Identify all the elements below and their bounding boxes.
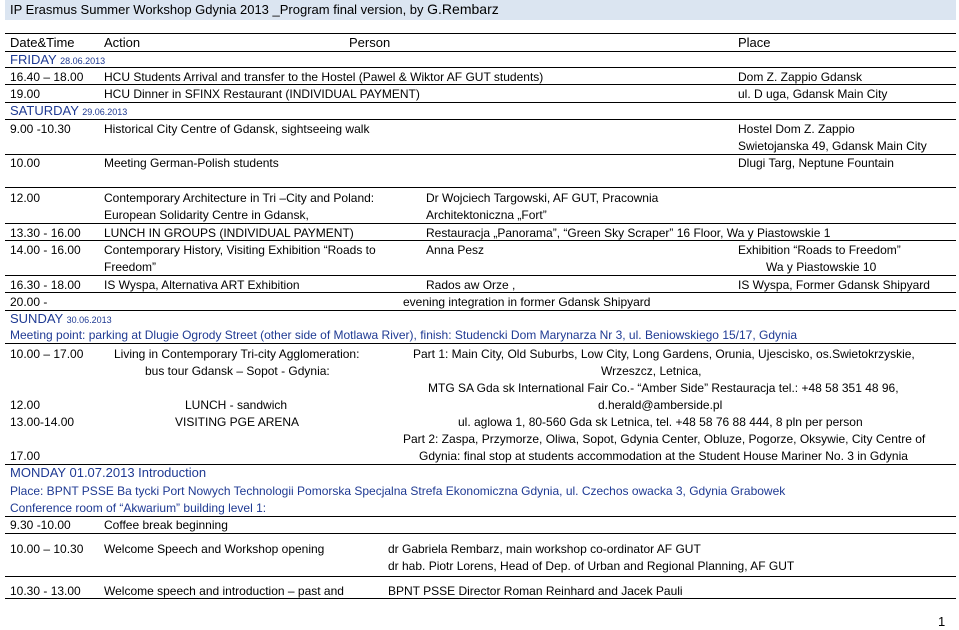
document-title-text: IP Erasmus Summer Workshop Gdynia 2013 _Program final version, by	[10, 2, 428, 17]
monday-room: Conference room of “Akwarium” building level 1:	[10, 501, 267, 515]
sat-row-5-action-line-2: Freedom”	[104, 260, 157, 274]
row-border	[5, 223, 956, 224]
fri-row-2-time: 19.00	[10, 87, 41, 101]
sun-part-1-line-1: Part 1: Main City, Old Suburbs, Low City, Long Gardens, Orunia, Ujescisko, os.Swietokrzyskie,	[413, 347, 915, 361]
row-border	[5, 516, 956, 517]
sat-row-3-time: 12.00	[10, 191, 41, 205]
sun-action-line-2: bus tour Gdansk – Sopot - Gdynia:	[145, 364, 330, 378]
sun-part-1-line-4: d.herald@amberside.pl	[598, 398, 723, 412]
sun-action-line-1: Living in Contemporary Tri-city Agglomeration:	[114, 347, 360, 361]
friday-date: 28.06.2013	[60, 56, 106, 66]
row-border	[5, 598, 956, 599]
header-person: Person	[349, 35, 391, 50]
sat-row-2-time: 10.00	[10, 156, 41, 170]
table-top-border	[5, 33, 956, 34]
fri-row-2-action: HCU Dinner in SFINX Restaurant (INDIVIDUAL PAYMENT)	[104, 87, 420, 101]
sun-time-1: 10.00 – 17.00	[10, 347, 84, 361]
saturday-date: 29.06.2013	[82, 107, 128, 117]
fri-row-2-place: ul. D uga, Gdansk Main City	[738, 87, 888, 101]
sat-row-5-time: 14.00 - 16.00	[10, 243, 81, 257]
sat-row-1-place-line-1: Hostel Dom Z. Zappio	[738, 122, 855, 136]
sun-part-1-line-2: Wrzeszcz, Letnica,	[601, 364, 702, 378]
row-border	[5, 102, 956, 103]
saturday-day: SATURDAY	[10, 103, 79, 118]
sun-part-1-line-3: MTG SA Gda sk International Fair Co.- “Amber Side” Restauracja tel.: +48 58 351 48 96,	[428, 381, 899, 395]
friday-day: FRIDAY	[10, 52, 57, 67]
row-border	[5, 154, 956, 155]
sat-row-2-place: Dlugi Targ, Neptune Fountain	[738, 156, 894, 170]
sat-row-6-time: 16.30 - 18.00	[10, 278, 81, 292]
header-bottom-border	[5, 51, 956, 52]
sunday-date: 30.06.2013	[66, 315, 112, 325]
sunday-meeting-point: Meeting point: parking at Dlugie Ogrody Street (other side of Motlawa River), finish: Studencki Dom Marynarza Nr 3, ul. Beniowskiego 15/17, Gdynia	[10, 328, 798, 342]
sat-row-1-action: Historical City Centre of Gdansk, sightseeing walk	[104, 122, 370, 136]
sat-row-1-time: 9.00 -10.30	[10, 122, 71, 136]
mon-row-1-time: 9.30 -10.00	[10, 518, 71, 532]
mon-row-3-action: Welcome speech and introduction – past and	[104, 584, 344, 598]
sun-part-2-line-1: Part 2: Zaspa, Przymorze, Oliwa, Sopot, Gdynia Center, Obluze, Pogorze, Oksywie, City Centre of	[403, 432, 926, 446]
mon-row-3-time: 10.30 - 13.00	[10, 584, 81, 598]
row-border	[5, 67, 956, 68]
sat-row-5-action-line-1: Contemporary History, Visiting Exhibition “Roads to	[104, 243, 376, 257]
row-border	[5, 310, 956, 311]
sat-row-6-person: Rados aw Orze ,	[426, 278, 516, 292]
sat-row-3-person-line-2: Architektoniczna „Fort”	[426, 208, 547, 222]
header-action: Action	[104, 35, 141, 50]
sat-row-1-place-line-2: Swietojanska 49, Gdansk Main City	[738, 139, 927, 153]
sun-part-1-line-5: ul. aglowa 1, 80-560 Gda sk Letnica, tel. +48 58 76 88 444, 8 pln per person	[458, 415, 863, 429]
fri-row-1-action: HCU Students Arrival and transfer to the Hostel (Pawel & Wiktor AF GUT students)	[104, 70, 544, 84]
sun-part-2-line-2: Gdynia: final stop at students accommodation at the Student House Mariner No. 3 in Gdynia	[419, 449, 908, 463]
sun-time-4: 17.00	[10, 449, 41, 463]
sunday-day: SUNDAY	[10, 311, 63, 326]
row-border	[5, 292, 956, 293]
header-place: Place	[738, 35, 771, 50]
row-border	[5, 240, 956, 241]
mon-row-2-time: 10.00 – 10.30	[10, 542, 84, 556]
sat-row-6-action: IS Wyspa, Alternativa ART Exhibition	[104, 278, 300, 292]
monday-place: Place: BPNT PSSE Ba tycki Port Nowych Technologii Pomorska Specjalna Strefa Ekonomiczna Gdynia, ul. Czechos owacka 3, Gdynia Grabowek	[10, 484, 786, 498]
mon-row-2-person-line-2: dr hab. Piotr Lorens, Head of Dep. of Urban and Regional Planning, AF GUT	[388, 559, 795, 573]
page-number: 1	[938, 614, 946, 629]
sun-action-arena: VISITING PGE ARENA	[175, 415, 300, 429]
row-border	[5, 343, 956, 344]
mon-row-2-action: Welcome Speech and Workshop opening	[104, 542, 325, 556]
friday-heading	[10, 53, 105, 68]
sat-row-4-action: LUNCH IN GROUPS (INDIVIDUAL PAYMENT)	[104, 226, 354, 240]
sat-row-5-person: Anna Pesz	[426, 243, 485, 257]
row-border	[5, 275, 956, 276]
sun-time-3: 13.00-14.00	[10, 415, 75, 429]
row-border	[5, 187, 956, 188]
sat-row-3-action-line-1: Contemporary Architecture in Tri –City and Poland:	[104, 191, 375, 205]
sat-row-5-place-line-2: Wa y Piastowskie 10	[766, 260, 877, 274]
row-border	[5, 533, 956, 534]
document-author: G.Rembarz	[427, 1, 499, 17]
fri-row-1-place: Dom Z. Zappio Gdansk	[738, 70, 863, 84]
saturday-heading	[10, 104, 127, 119]
sun-action-lunch: LUNCH - sandwich	[185, 398, 288, 412]
sunday-heading	[10, 312, 112, 327]
row-border	[5, 119, 956, 120]
sat-row-7-action: evening integration in former Gdansk Shipyard	[403, 295, 651, 309]
monday-date: 01.07.2013	[69, 465, 135, 480]
monday-heading	[10, 466, 206, 480]
row-border	[5, 576, 956, 577]
sat-row-6-place: IS Wyspa, Former Gdansk Shipyard	[738, 278, 930, 292]
mon-row-2-person-line-1: dr Gabriela Rembarz, main workshop co-ordinator AF GUT	[388, 542, 701, 556]
sat-row-5-place-line-1: Exhibition “Roads to Freedom”	[738, 243, 901, 257]
sat-row-3-action-line-2: European Solidarity Centre in Gdansk,	[104, 208, 309, 222]
sat-row-4-time: 13.30 - 16.00	[10, 226, 81, 240]
sun-time-2: 12.00	[10, 398, 41, 412]
row-border	[5, 84, 956, 85]
monday-day: MONDAY	[10, 465, 66, 480]
document-title	[10, 2, 499, 17]
sat-row-4-person: Restauracja „Panorama”, “Green Sky Scraper” 16 Floor, Wa y Piastowskie 1	[426, 226, 831, 240]
mon-row-3-person: BPNT PSSE Director Roman Reinhard and Jacek Pauli	[388, 584, 683, 598]
sat-row-2-action: Meeting German-Polish students	[104, 156, 279, 170]
sat-row-7-time: 20.00 -	[10, 295, 48, 309]
mon-row-1-action: Coffee break beginning	[104, 518, 228, 532]
fri-row-1-time: 16.40 – 18.00	[10, 70, 84, 84]
sat-row-3-person-line-1: Dr Wojciech Targowski, AF GUT, Pracownia	[426, 191, 659, 205]
monday-title: Introduction	[134, 465, 207, 480]
header-date-time: Date&Time	[10, 35, 75, 50]
